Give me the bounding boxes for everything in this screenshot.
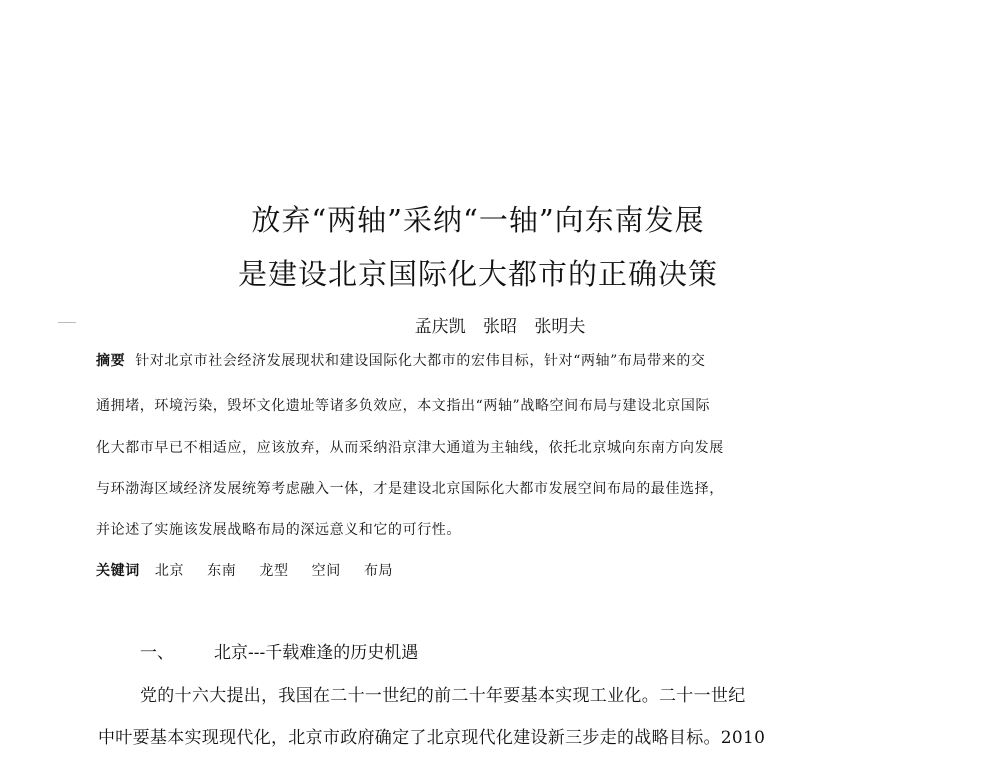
section-title: 北京---千载难逢的历史机遇 <box>214 643 419 663</box>
abstract-line <box>96 350 706 370</box>
keyword: 布局 <box>363 563 394 579</box>
keyword: 空间 <box>311 563 341 579</box>
abstract-line: 与环渤海区域经济发展统筹考虑融入一体，才是建设北京国际化大都市发展空间布局的最佳选择， <box>96 481 724 497</box>
abstract-label: 摘要 <box>96 353 126 369</box>
keyword: 龙型 <box>259 563 289 579</box>
keyword: 东南 <box>207 563 237 579</box>
section-heading <box>140 638 418 663</box>
author-name: 张明夫 <box>534 317 586 337</box>
body-paragraph-line: 党的十六大提出，我国在二十一世纪的前二十年要基本实现工业化。二十一世纪 <box>140 686 746 706</box>
keywords-line <box>96 560 411 580</box>
section-number: 一、 <box>140 643 174 663</box>
keyword: 北京 <box>154 563 185 579</box>
abstract-line: 通拥堵，环境污染，毁坏文化遗址等诸多负效应，本文指出“两轴”战略空间布局与建设北京国际 <box>96 398 711 414</box>
author-name: 孟庆凯 <box>414 317 466 337</box>
abstract-text: 针对北京市社会经济发展现状和建设国际化大都市的宏伟目标，针对“两轴”布局带来的交 <box>135 353 706 369</box>
title-line-2: 是建设北京国际化大都市的正确决策 <box>237 257 718 291</box>
abstract-line: 化大都市早已不相适应，应该放弃，从而采纳沿京津大通道为主轴线，依托北京城向东南方向发展 <box>96 440 724 456</box>
abstract-line: 并论述了实施该发展战略布局的深远意义和它的可行性。 <box>96 522 461 538</box>
title-line-1: 放弃“两轴”采纳“一轴”向东南发展 <box>251 203 705 237</box>
keywords-label: 关键词 <box>96 563 140 579</box>
body-paragraph-line: 中叶要基本实现现代化，北京市政府确定了北京现代化建设新三步走的战略目标。2010 <box>98 728 766 748</box>
author-list <box>0 312 1000 337</box>
author-name: 张昭 <box>483 317 517 337</box>
